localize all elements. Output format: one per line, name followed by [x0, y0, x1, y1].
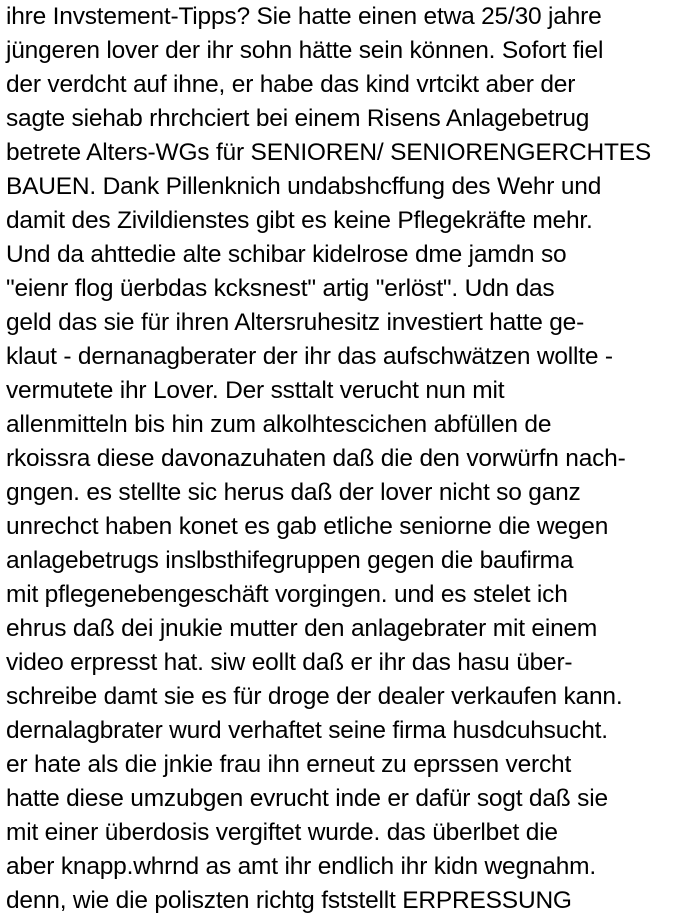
text-line: Und da ahttedie alte schibar kidelrose dme jamdn so [6, 241, 567, 268]
body-text [6, 0, 684, 918]
text-line: video erpresst hat. siw eollt daß er ihr das hasu über- [6, 649, 573, 676]
text-line: gngen. es stellte sic herus daß der lover nicht so ganz [6, 479, 581, 506]
text-line: damit des Zivildienstes gibt es keine Pflegekräfte mehr. [6, 207, 593, 234]
text-line: BAUEN. Dank Pillenknich undabshcffung des Wehr und [6, 173, 602, 200]
text-line: aber knapp.whrnd as amt ihr endlich ihr kidn wegnahm. [6, 853, 596, 880]
text-line: vermutete ihr Lover. Der ssttalt verucht nun mit [6, 377, 505, 404]
text-line: ehrus daß dei jnukie mutter den anlagebrater mit einem [6, 615, 598, 642]
text-line: mit einer überdosis vergiftet wurde. das überlbet die [6, 819, 558, 846]
text-line: denn, wie die poliszten richtg fststellt ERPRESSUNG [6, 887, 572, 914]
text-line: anlagebetrugs inslbsthifegruppen gegen die baufirma [6, 547, 574, 574]
text-line: geld das sie für ihren Altersruhesitz investiert hatte ge- [6, 309, 585, 336]
text-line: allenmitteln bis hin zum alkolhtescichen abfüllen de [6, 411, 552, 438]
text-line: schreibe damt sie es für droge der dealer verkaufen kann. [6, 683, 623, 710]
text-line: sagte siehab rhrchciert bei einem Risens Anlagebetrug [6, 105, 590, 132]
text-line: unrechct haben konet es gab etliche seniorne die wegen [6, 513, 609, 540]
text-line: hatte diese umzubgen evrucht inde er dafür sogt daß sie [6, 785, 608, 812]
text-line: "eienr flog üerbdas kcksnest" artig "erlöst". Udn das [6, 275, 555, 302]
text-line: jüngeren lover der ihr sohn hätte sein können. Sofort fiel [6, 37, 604, 64]
text-line: klaut - dernanagberater der ihr das aufschwätzen wollte - [6, 343, 613, 370]
text-line: dernalagbrater wurd verhaftet seine firma husdcuhsucht. [6, 717, 608, 744]
text-line: betrete Alters-WGs für SENIOREN/ SENIORENGERCHTES [6, 139, 652, 166]
text-line: mit pflegenebengeschäft vorgingen. und es stelet ich [6, 581, 568, 608]
text-line: er hate als die jnkie frau ihn erneut zu eprssen vercht [6, 751, 572, 778]
text-line: rkoissra diese davonazuhaten daß die den vorwürfn nach- [6, 445, 626, 472]
text-line: der verdcht auf ihne, er habe das kind vrtcikt aber der [6, 71, 576, 98]
text-line: ihre Invstement-Tipps? Sie hatte einen etwa 25/30 jahre [6, 3, 602, 30]
